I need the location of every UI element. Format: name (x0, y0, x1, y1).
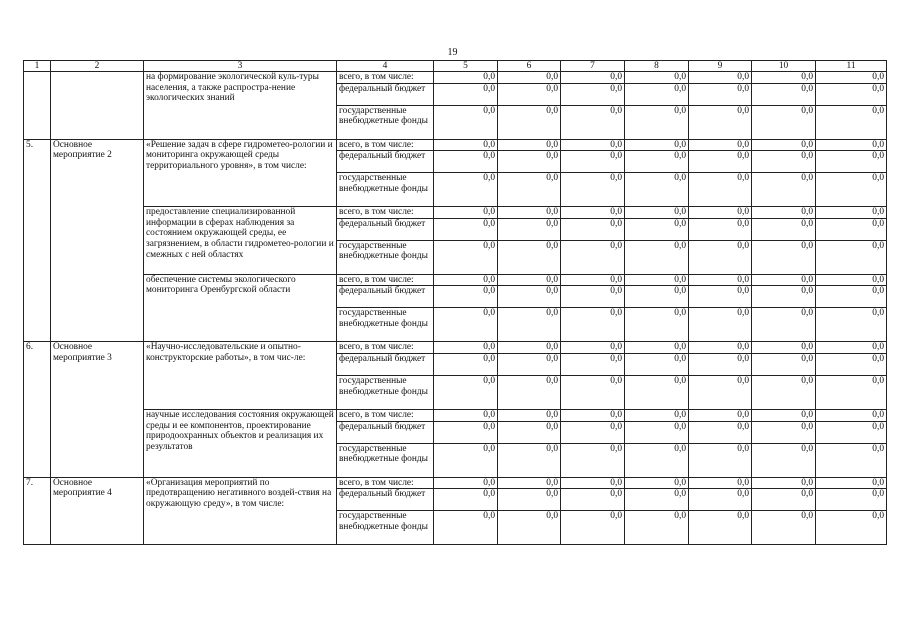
value-cell: 0,0 (561, 151, 625, 173)
value-cell: 0,0 (816, 286, 887, 308)
event-description: «Научно-исследовательские и опытно-конструкторские работы», в том чис-ле: (144, 342, 337, 410)
value-cell: 0,0 (561, 72, 625, 84)
funding-source: государственные внебюджетные фонды (337, 375, 434, 409)
value-cell: 0,0 (434, 72, 498, 84)
header-row (24, 61, 887, 72)
value-cell: 0,0 (816, 105, 887, 139)
value-cell: 0,0 (752, 151, 816, 173)
value-cell: 0,0 (561, 207, 625, 219)
value-cell: 0,0 (434, 274, 498, 286)
event-description: «Организация мероприятий по предотвращению негативного воздей-ствия на окружающую среду», в том числе: (144, 477, 337, 545)
value-cell: 0,0 (625, 286, 689, 308)
value-cell: 0,0 (434, 409, 498, 421)
funding-source: всего, в том числе: (337, 274, 434, 286)
value-cell: 0,0 (689, 443, 752, 477)
funding-source: федеральный бюджет (337, 151, 434, 173)
value-cell: 0,0 (752, 173, 816, 207)
value-cell: 0,0 (561, 308, 625, 342)
value-cell: 0,0 (816, 139, 887, 151)
value-cell: 0,0 (434, 443, 498, 477)
value-cell: 0,0 (816, 489, 887, 511)
value-cell: 0,0 (752, 83, 816, 105)
value-cell: 0,0 (498, 375, 561, 409)
funding-source: федеральный бюджет (337, 218, 434, 240)
value-cell: 0,0 (561, 375, 625, 409)
value-cell: 0,0 (561, 218, 625, 240)
value-cell: 0,0 (689, 72, 752, 84)
column-header: 3 (144, 61, 337, 72)
value-cell: 0,0 (434, 105, 498, 139)
page-number: 19 (447, 47, 458, 58)
value-cell: 0,0 (816, 72, 887, 84)
value-cell: 0,0 (434, 139, 498, 151)
column-header: 8 (625, 61, 689, 72)
value-cell: 0,0 (498, 139, 561, 151)
value-cell: 0,0 (816, 274, 887, 286)
value-cell: 0,0 (434, 477, 498, 489)
value-cell: 0,0 (752, 207, 816, 219)
value-cell: 0,0 (498, 489, 561, 511)
funding-source: всего, в том числе: (337, 409, 434, 421)
value-cell: 0,0 (816, 308, 887, 342)
value-cell: 0,0 (434, 207, 498, 219)
value-cell: 0,0 (625, 421, 689, 443)
value-cell: 0,0 (752, 105, 816, 139)
value-cell: 0,0 (816, 443, 887, 477)
value-cell: 0,0 (625, 240, 689, 274)
value-cell: 0,0 (434, 173, 498, 207)
value-cell: 0,0 (752, 489, 816, 511)
value-cell: 0,0 (752, 139, 816, 151)
value-cell: 0,0 (816, 207, 887, 219)
value-cell: 0,0 (561, 421, 625, 443)
event-name: Основное мероприятие 4 (51, 477, 144, 545)
funding-source: федеральный бюджет (337, 489, 434, 511)
value-cell: 0,0 (625, 489, 689, 511)
funding-source: всего, в том числе: (337, 342, 434, 354)
value-cell: 0,0 (561, 489, 625, 511)
value-cell: 0,0 (434, 353, 498, 375)
column-header: 4 (337, 61, 434, 72)
value-cell: 0,0 (498, 151, 561, 173)
value-cell: 0,0 (625, 173, 689, 207)
value-cell: 0,0 (434, 489, 498, 511)
value-cell: 0,0 (625, 207, 689, 219)
value-cell: 0,0 (689, 83, 752, 105)
value-cell: 0,0 (498, 443, 561, 477)
value-cell: 0,0 (625, 105, 689, 139)
value-cell: 0,0 (752, 409, 816, 421)
value-cell: 0,0 (561, 511, 625, 545)
value-cell: 0,0 (689, 489, 752, 511)
funding-source: государственные внебюджетные фонды (337, 308, 434, 342)
value-cell: 0,0 (816, 151, 887, 173)
event-description: на формирование экологической куль-туры населения, а также распростра-нение экологических знаний (144, 72, 337, 140)
value-cell: 0,0 (752, 240, 816, 274)
value-cell: 0,0 (561, 274, 625, 286)
column-header: 5 (434, 61, 498, 72)
value-cell: 0,0 (816, 342, 887, 354)
value-cell: 0,0 (625, 477, 689, 489)
value-cell: 0,0 (625, 308, 689, 342)
value-cell: 0,0 (561, 83, 625, 105)
funding-source: всего, в том числе: (337, 72, 434, 84)
funding-source: всего, в том числе: (337, 477, 434, 489)
value-cell: 0,0 (625, 375, 689, 409)
value-cell: 0,0 (625, 274, 689, 286)
value-cell: 0,0 (689, 353, 752, 375)
value-cell: 0,0 (816, 421, 887, 443)
value-cell: 0,0 (498, 72, 561, 84)
value-cell: 0,0 (561, 240, 625, 274)
budget-table (23, 60, 887, 545)
value-cell: 0,0 (752, 72, 816, 84)
value-cell: 0,0 (434, 308, 498, 342)
value-cell: 0,0 (816, 511, 887, 545)
value-cell: 0,0 (689, 240, 752, 274)
value-cell: 0,0 (625, 72, 689, 84)
value-cell: 0,0 (561, 139, 625, 151)
row-number (24, 72, 51, 140)
value-cell: 0,0 (752, 443, 816, 477)
value-cell: 0,0 (498, 342, 561, 354)
funding-source: государственные внебюджетные фонды (337, 105, 434, 139)
table-body (24, 61, 887, 545)
value-cell: 0,0 (561, 105, 625, 139)
value-cell: 0,0 (561, 353, 625, 375)
value-cell: 0,0 (689, 105, 752, 139)
event-description: предоставление специализированной информации в сферах наблюдения за состоянием окружающей среды, ее загрязнением, в области гидрометео-рологии и смежных с ней областях (144, 207, 337, 275)
value-cell: 0,0 (689, 173, 752, 207)
value-cell: 0,0 (689, 375, 752, 409)
value-cell: 0,0 (434, 421, 498, 443)
value-cell: 0,0 (625, 511, 689, 545)
funding-source: федеральный бюджет (337, 83, 434, 105)
value-cell: 0,0 (689, 207, 752, 219)
value-cell: 0,0 (561, 443, 625, 477)
value-cell: 0,0 (498, 409, 561, 421)
table-row (24, 72, 887, 84)
value-cell: 0,0 (498, 477, 561, 489)
event-name (51, 72, 144, 140)
event-description: «Решение задач в сфере гидрометео-рологии и мониторинга окружающей среды территориального уровня», в том числе: (144, 139, 337, 207)
table-row (24, 477, 887, 489)
value-cell: 0,0 (625, 409, 689, 421)
value-cell: 0,0 (689, 421, 752, 443)
value-cell: 0,0 (752, 342, 816, 354)
value-cell: 0,0 (816, 477, 887, 489)
value-cell: 0,0 (689, 151, 752, 173)
value-cell: 0,0 (689, 308, 752, 342)
value-cell: 0,0 (689, 274, 752, 286)
row-number: 7. (24, 477, 51, 545)
value-cell: 0,0 (752, 421, 816, 443)
table-row (24, 409, 887, 421)
value-cell: 0,0 (498, 218, 561, 240)
funding-source: государственные внебюджетные фонды (337, 173, 434, 207)
value-cell: 0,0 (561, 342, 625, 354)
value-cell: 0,0 (434, 375, 498, 409)
value-cell: 0,0 (498, 308, 561, 342)
value-cell: 0,0 (561, 477, 625, 489)
value-cell: 0,0 (752, 218, 816, 240)
value-cell: 0,0 (625, 218, 689, 240)
value-cell: 0,0 (625, 151, 689, 173)
value-cell: 0,0 (816, 83, 887, 105)
table-row (24, 274, 887, 286)
table-row (24, 342, 887, 354)
value-cell: 0,0 (561, 173, 625, 207)
column-header: 7 (561, 61, 625, 72)
table-row (24, 139, 887, 151)
value-cell: 0,0 (752, 511, 816, 545)
value-cell: 0,0 (689, 218, 752, 240)
value-cell: 0,0 (816, 173, 887, 207)
value-cell: 0,0 (689, 286, 752, 308)
value-cell: 0,0 (498, 207, 561, 219)
value-cell: 0,0 (689, 511, 752, 545)
value-cell: 0,0 (625, 443, 689, 477)
value-cell: 0,0 (498, 353, 561, 375)
column-header: 10 (752, 61, 816, 72)
value-cell: 0,0 (625, 353, 689, 375)
event-description: обеспечение системы экологического мониторинга Оренбургской области (144, 274, 337, 342)
value-cell: 0,0 (816, 218, 887, 240)
row-number: 6. (24, 342, 51, 477)
value-cell: 0,0 (498, 173, 561, 207)
funding-source: государственные внебюджетные фонды (337, 240, 434, 274)
value-cell: 0,0 (625, 342, 689, 354)
value-cell: 0,0 (689, 409, 752, 421)
value-cell: 0,0 (498, 421, 561, 443)
value-cell: 0,0 (625, 83, 689, 105)
value-cell: 0,0 (434, 342, 498, 354)
value-cell: 0,0 (434, 83, 498, 105)
value-cell: 0,0 (752, 286, 816, 308)
value-cell: 0,0 (498, 286, 561, 308)
event-description: научные исследования состояния окружающей среды и ее компонентов, проектирование природоохранных объектов и реализация их результатов (144, 409, 337, 477)
row-number: 5. (24, 139, 51, 342)
funding-source: федеральный бюджет (337, 286, 434, 308)
funding-source: федеральный бюджет (337, 353, 434, 375)
value-cell: 0,0 (434, 511, 498, 545)
value-cell: 0,0 (498, 105, 561, 139)
value-cell: 0,0 (498, 240, 561, 274)
value-cell: 0,0 (752, 308, 816, 342)
value-cell: 0,0 (434, 240, 498, 274)
value-cell: 0,0 (816, 353, 887, 375)
funding-source: государственные внебюджетные фонды (337, 511, 434, 545)
table-row (24, 207, 887, 219)
column-header: 2 (51, 61, 144, 72)
value-cell: 0,0 (498, 83, 561, 105)
value-cell: 0,0 (816, 409, 887, 421)
value-cell: 0,0 (434, 151, 498, 173)
value-cell: 0,0 (752, 375, 816, 409)
value-cell: 0,0 (689, 139, 752, 151)
value-cell: 0,0 (816, 240, 887, 274)
funding-source: всего, в том числе: (337, 139, 434, 151)
event-name: Основное мероприятие 2 (51, 139, 144, 342)
value-cell: 0,0 (434, 286, 498, 308)
column-header: 1 (24, 61, 51, 72)
value-cell: 0,0 (561, 286, 625, 308)
funding-source: государственные внебюджетные фонды (337, 443, 434, 477)
column-header: 6 (498, 61, 561, 72)
funding-source: всего, в том числе: (337, 207, 434, 219)
value-cell: 0,0 (498, 511, 561, 545)
value-cell: 0,0 (625, 139, 689, 151)
column-header: 11 (816, 61, 887, 72)
funding-source: федеральный бюджет (337, 421, 434, 443)
value-cell: 0,0 (752, 274, 816, 286)
value-cell: 0,0 (689, 477, 752, 489)
value-cell: 0,0 (752, 353, 816, 375)
value-cell: 0,0 (561, 409, 625, 421)
value-cell: 0,0 (434, 218, 498, 240)
value-cell: 0,0 (498, 274, 561, 286)
column-header: 9 (689, 61, 752, 72)
value-cell: 0,0 (752, 477, 816, 489)
value-cell: 0,0 (816, 375, 887, 409)
event-name: Основное мероприятие 3 (51, 342, 144, 477)
value-cell: 0,0 (689, 342, 752, 354)
